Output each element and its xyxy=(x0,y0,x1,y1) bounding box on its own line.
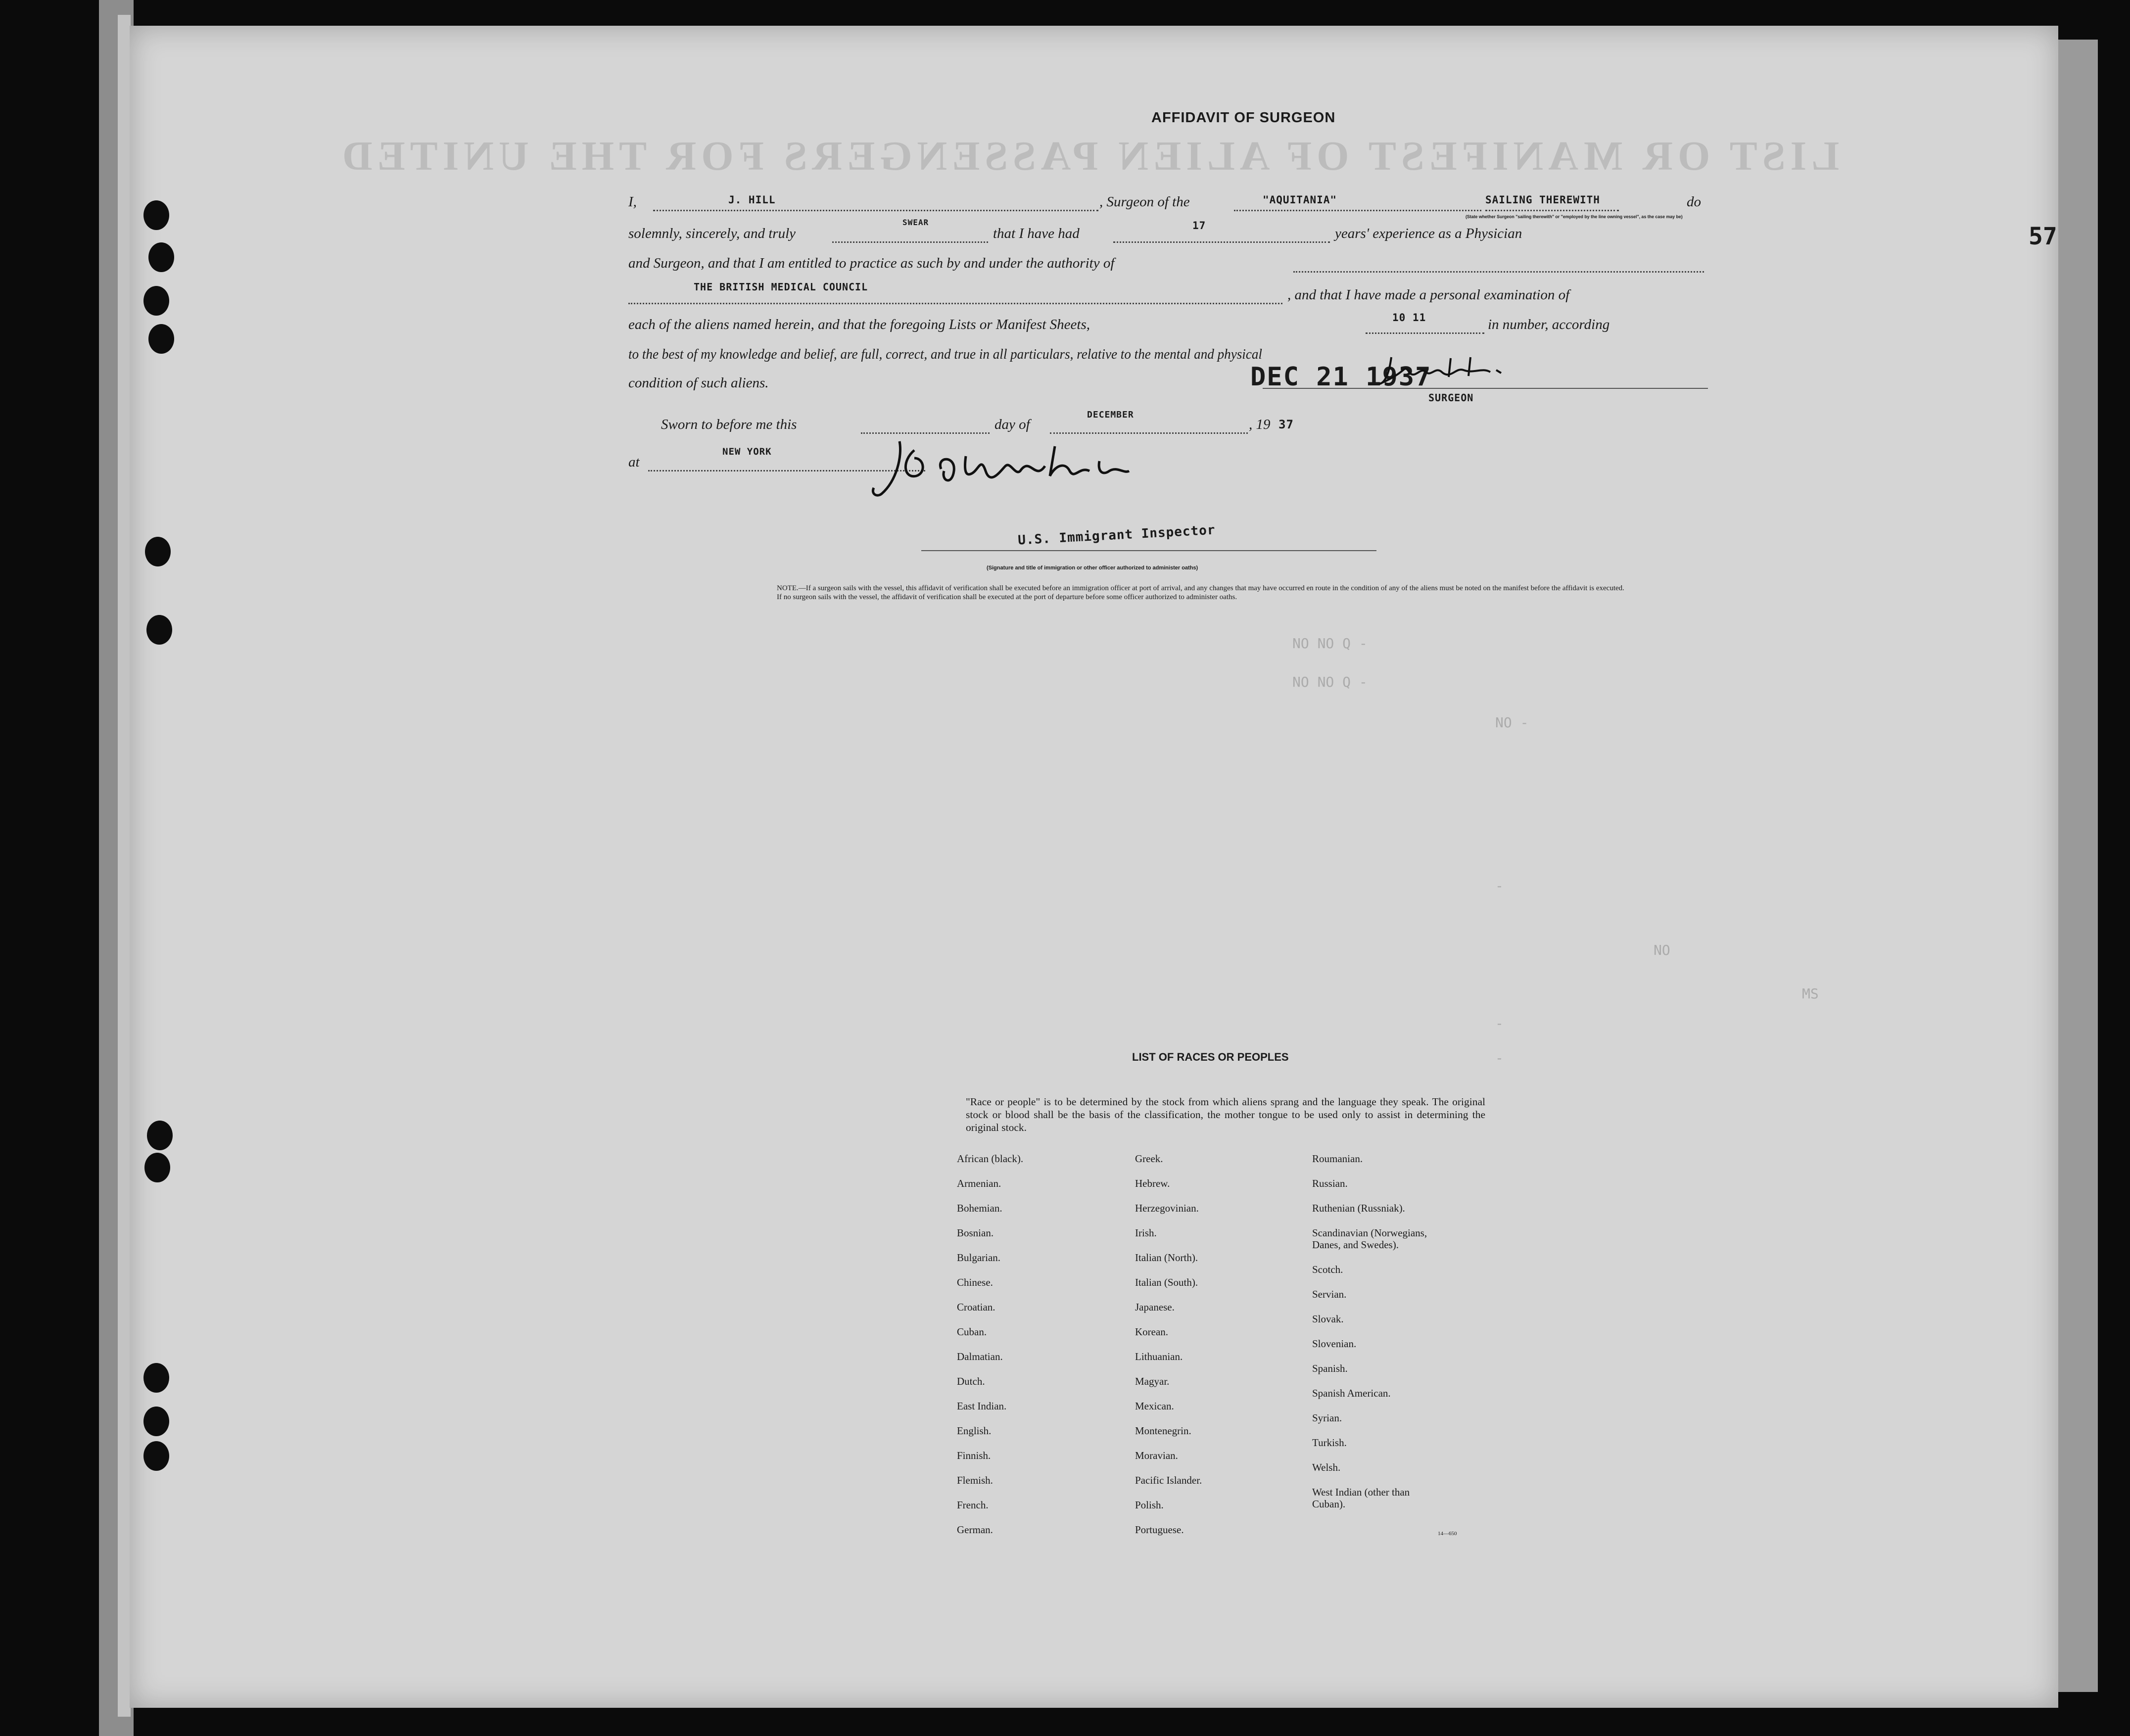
bleed-through-row: NO NO Q - xyxy=(1292,635,1368,652)
race-item: African (black). xyxy=(957,1153,1024,1165)
race-item: Moravian. xyxy=(1135,1450,1178,1461)
race-item: Magyar. xyxy=(1135,1375,1170,1387)
affidavit-note xyxy=(757,584,1727,602)
bleed-through-row: NO NO Q - xyxy=(1292,674,1368,690)
affidavit-text: , Surgeon of the xyxy=(1099,194,1190,210)
race-item: Ruthenian (Russniak). xyxy=(1312,1202,1405,1214)
punch-hole xyxy=(148,242,174,272)
affidavit-text: in number, according xyxy=(1488,317,1610,332)
races-intro: "Race or people" is to be determined by the stock from which aliens sprang and the language they speak. The original stock or blood shall be the basis of the classification, the mother tongue to be used only to assist in determining the original stock. xyxy=(966,1096,1485,1133)
race-item: East Indian. xyxy=(957,1400,1007,1412)
signature-line xyxy=(1263,371,1708,389)
bleed-through-row: - xyxy=(1495,1050,1504,1066)
binding-strip xyxy=(118,15,131,1717)
note-paragraph-2: If no surgeon sails with the vessel, the affidavit of verification shall be executed at the port of departure before some officer authorized to administer oaths. xyxy=(777,593,1237,601)
race-item: German. xyxy=(957,1524,993,1536)
race-item: Scotch. xyxy=(1312,1264,1343,1275)
affidavit-text: that I have had xyxy=(993,226,1080,241)
status-note: (State whether Surgeon "sailing therewith" or "employed by the line owning vessel", as the case may be) xyxy=(1466,215,1683,220)
race-item: Croatian. xyxy=(957,1301,995,1313)
punch-hole xyxy=(143,1407,169,1436)
authority-field-top xyxy=(1293,254,1704,273)
sworn-year: 37 xyxy=(1278,418,1294,431)
affidavit-title: AFFIDAVIT OF SURGEON xyxy=(1151,110,1336,126)
surgeon-name-field xyxy=(653,193,1098,211)
sworn-day-field xyxy=(861,416,990,434)
race-item: Lithuanian. xyxy=(1135,1351,1183,1362)
race-item: Spanish American. xyxy=(1312,1387,1391,1399)
race-item: Dalmatian. xyxy=(957,1351,1003,1362)
manifest-page xyxy=(130,26,2058,1708)
surgeon-name: J. HILL xyxy=(728,194,776,206)
sheet-count: 10 11 xyxy=(1392,312,1426,324)
race-item: Bosnian. xyxy=(957,1227,994,1239)
bleed-through-row: NO xyxy=(1654,942,1670,958)
race-item: Cuban. xyxy=(957,1326,987,1338)
race-item: Chinese. xyxy=(957,1276,993,1288)
bleed-through-row: MS xyxy=(1802,985,1819,1002)
date-stamp: DEC 21 1937 xyxy=(1250,362,1432,392)
inspector-title: U.S. Immigrant Inspector xyxy=(1017,522,1216,548)
race-item: Slovak. xyxy=(1312,1313,1344,1325)
form-code: 14—650 xyxy=(1438,1531,1457,1537)
race-item: French. xyxy=(957,1499,989,1511)
race-item: Roumanian. xyxy=(1312,1153,1363,1165)
affidavit-text: solemnly, sincerely, and truly xyxy=(628,226,796,241)
race-item: Servian. xyxy=(1312,1288,1347,1300)
race-item: West Indian (other than Cuban). xyxy=(1312,1486,1410,1510)
punch-hole xyxy=(148,324,174,354)
race-item: Turkish. xyxy=(1312,1437,1347,1449)
affidavit-text: Sworn to before me this xyxy=(661,417,797,432)
sworn-month: DECEMBER xyxy=(1087,410,1134,420)
race-item: Spanish. xyxy=(1312,1362,1348,1374)
race-item: Finnish. xyxy=(957,1450,991,1461)
races-title: LIST OF RACES OR PEOPLES xyxy=(1132,1051,1289,1063)
oath-field xyxy=(832,225,988,243)
sheet-number: 57 xyxy=(2029,223,2057,250)
affidavit-text: day of xyxy=(994,417,1030,432)
affidavit-text: to the best of my knowledge and belief, are full, correct, and true in all particulars, relative to the mental and physical xyxy=(628,346,1262,362)
race-item: Polish. xyxy=(1135,1499,1164,1511)
inspector-line xyxy=(921,545,1376,551)
race-item: Bohemian. xyxy=(957,1202,1002,1214)
race-item: Italian (South). xyxy=(1135,1276,1198,1288)
sworn-month-field xyxy=(1050,416,1248,434)
race-item: Portuguese. xyxy=(1135,1524,1184,1536)
races-column-1 xyxy=(957,1153,1023,1548)
bleed-through-heading: LIST OR MANIFEST OF ALIEN PASSENGERS FOR THE UNITED xyxy=(337,133,1840,179)
years-experience: 17 xyxy=(1192,220,1206,232)
affidavit-text: and Surgeon, and that I am entitled to practice as such by and under the authority of xyxy=(628,255,1115,271)
affidavit-text: each of the aliens named herein, and that the foregoing Lists or Manifest Sheets, xyxy=(628,317,1090,332)
punch-hole xyxy=(143,286,169,316)
race-item: Scandinavian (Norwegians, Danes, and Swedes). xyxy=(1312,1227,1427,1251)
authority: THE BRITISH MEDICAL COUNCIL xyxy=(694,281,868,293)
race-item: Herzegovinian. xyxy=(1135,1202,1199,1214)
race-item: Greek. xyxy=(1135,1153,1163,1165)
race-item: Montenegrin. xyxy=(1135,1425,1191,1437)
punch-hole xyxy=(143,1363,169,1393)
surgeon-status: SAILING THEREWITH xyxy=(1485,194,1600,206)
punch-hole xyxy=(143,1441,169,1471)
race-item: English. xyxy=(957,1425,992,1437)
race-item: Pacific Islander. xyxy=(1135,1474,1202,1486)
race-item: Welsh. xyxy=(1312,1461,1341,1473)
punch-hole xyxy=(143,200,169,230)
race-item: Korean. xyxy=(1135,1326,1169,1338)
race-item: Italian (North). xyxy=(1135,1252,1198,1264)
affidavit-text: do xyxy=(1687,194,1701,210)
note-paragraph-1: NOTE.—If a surgeon sails with the vessel, this affidavit of verification shall be executed before an immigration officer at port of arrival, and any changes that may have occurred en route in the condition of any of the aliens must be noted on the manifest before the affidavit is executed. xyxy=(777,584,1624,592)
bleed-through-row: - xyxy=(1495,878,1504,894)
race-item: Armenian. xyxy=(957,1177,1001,1189)
affidavit-text: , and that I have made a personal examination of xyxy=(1287,287,1570,303)
races-column-3 xyxy=(1312,1153,1427,1523)
affidavit-text: years' experience as a Physician xyxy=(1335,226,1522,241)
affidavit-text: , 19 xyxy=(1249,417,1271,432)
punch-hole xyxy=(147,1121,173,1150)
surgeon-label: SURGEON xyxy=(1428,392,1474,404)
race-item: Bulgarian. xyxy=(957,1252,1001,1264)
bleed-through-row: - xyxy=(1495,1015,1504,1032)
bleed-through-row: NO - xyxy=(1495,714,1529,731)
ship-name: "AQUITANIA" xyxy=(1263,194,1337,206)
race-item: Slovenian. xyxy=(1312,1338,1357,1350)
inspector-signature xyxy=(867,436,1223,506)
races-column-2 xyxy=(1135,1153,1202,1548)
punch-hole xyxy=(146,615,172,645)
punch-hole xyxy=(145,537,171,566)
affidavit-text: I, xyxy=(628,194,637,210)
race-item: Dutch. xyxy=(957,1375,985,1387)
affidavit-text: at xyxy=(628,454,640,470)
race-item: Syrian. xyxy=(1312,1412,1342,1424)
sworn-place: NEW YORK xyxy=(722,446,772,457)
race-item: Flemish. xyxy=(957,1474,993,1486)
inspector-note: (Signature and title of immigration or other officer authorized to administer oaths) xyxy=(987,565,1198,571)
oath: SWEAR xyxy=(902,218,929,227)
race-item: Russian. xyxy=(1312,1177,1348,1189)
punch-hole xyxy=(144,1153,170,1182)
affidavit-text: condition of such aliens. xyxy=(628,375,769,391)
years-field xyxy=(1113,225,1330,243)
race-item: Irish. xyxy=(1135,1227,1157,1239)
race-item: Mexican. xyxy=(1135,1400,1174,1412)
race-item: Hebrew. xyxy=(1135,1177,1170,1189)
race-item: Japanese. xyxy=(1135,1301,1175,1313)
right-page-edge xyxy=(2058,40,2098,1692)
